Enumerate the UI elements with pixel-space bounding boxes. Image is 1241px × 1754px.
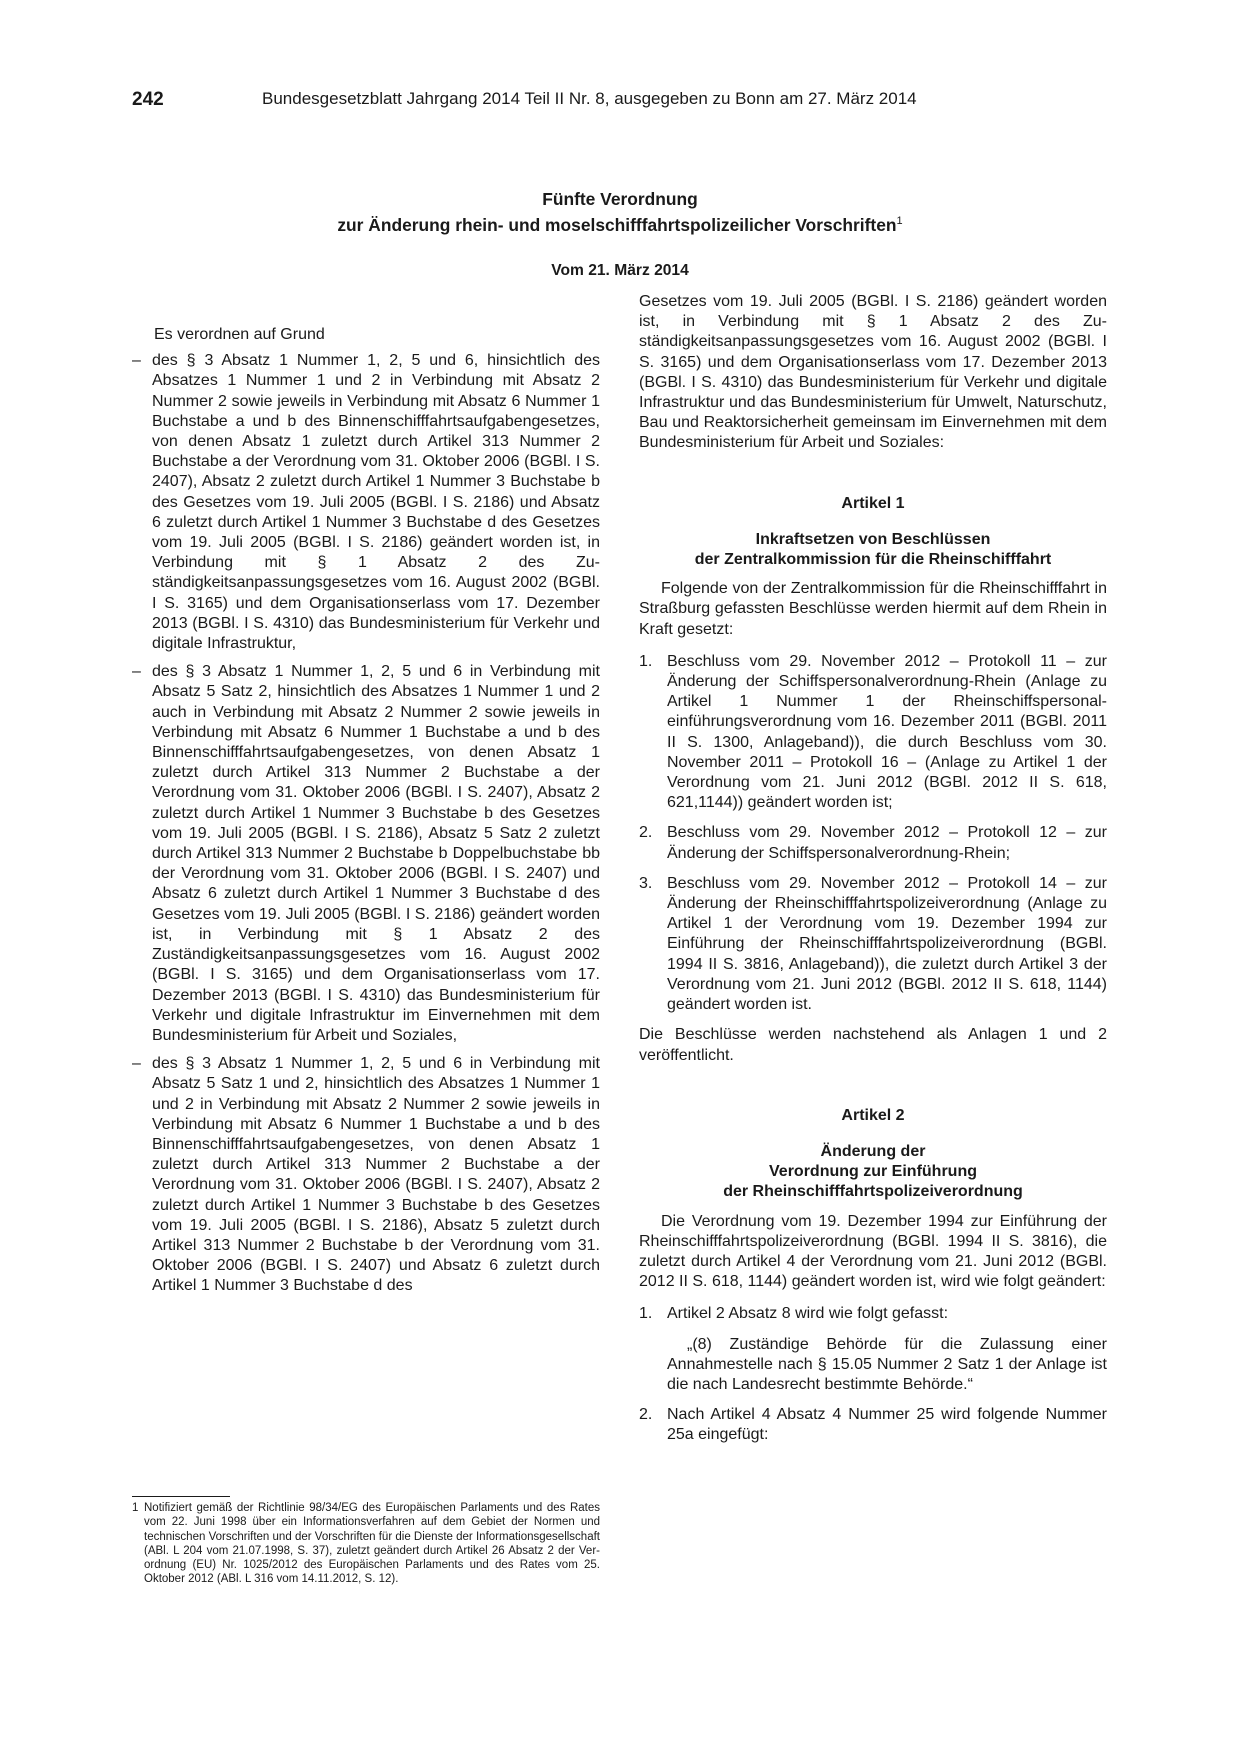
- right-column: [639, 292, 1107, 1456]
- artikel-1-subtitle-line-1: Inkraftsetzen von Beschlüssen: [755, 530, 991, 548]
- artikel-2-subtitle: [639, 1142, 1107, 1203]
- list-number: 1.: [639, 1305, 653, 1323]
- artikel-2-subtitle-line-1: Änderung der: [820, 1142, 926, 1160]
- artikel-1-list-item: [639, 823, 1107, 863]
- document-date: Vom 21. März 2014: [551, 262, 689, 279]
- artikel-2-subtitle-line-3: der Rheinschifffahrtspolizeiverordnung: [723, 1183, 1023, 1201]
- artikel-2-intro: Die Verordnung vom 19. Dezember 1994 zur Einführung der Rheinschifffahrtspolizeiverordnung (BGBl. 1994 II S. 3816), die zuletzt durch Artikel 4 der Verordnung vom 21. Juni 2012 (BGBl. 2012 II S. 618, 1144) geändert worden ist, wird wie folgt geändert:: [639, 1212, 1107, 1291]
- left-column: [132, 325, 600, 1305]
- artikel-1-list-item: [639, 652, 1107, 814]
- legal-basis-text: des § 3 Absatz 1 Nummer 1, 2, 5 und 6 in Verbindung mit Absatz 5 Satz 2, hinsichtlich des Absatzes 1 Nummer 1 und 2 auch in Verbindung mit Absatz 2 Nummer 2 sowie jeweils in Verbindung mit Absatz 6 Nummer 1 Buchstabe a und b des Binnenschifffahrtsaufgabengesetzes, von denen Absatz 1 zuletzt durch Artikel 313 Nummer 2 Buchstabe a der Verordnung vom 31. Oktober 2006 (BGBl. I S. 2407), Absatz 2 zuletzt durch Artikel 1 Nummer 3 Buchstabe b des Gesetzes vom 19. Juli 2005 (BGBl. I S. 2186), Absatz 5 Satz 2 zuletzt durch Artikel 313 Nummer 2 Buchstabe b Doppelbuchstabe bb der Verordnung vom 31. Oktober 2006 (BGBl. I S. 2407) und Absatz 6 zuletzt durch Artikel 1 Nummer 3 Buchstabe d des Gesetzes vom 19. Juli 2005 (BGBl. I S. 2186) geändert worden ist, in Verbindung mit § 1 Absatz 2 des Zuständigkeitsanpassungsgesetzes vom 16. August 2002 (BGBl. I S. 3165) und dem Organisationserlass vom 17. Dezember 2013 (BGBl. I S. 4310) das Bundesministerium für Verkehr und digitale Infrastruktur im Einvernehmen mit dem Bundesministerium für Arbeit und Soziales,: [152, 663, 600, 1044]
- artikel-1-heading: Artikel 1: [841, 494, 905, 512]
- artikel-1-intro: Folgende von der Zentralkommission für die Rheinschifffahrt in Straßburg gefassten Beschlüsse werden hiermit auf dem Rhein in Kraft gesetzt:: [639, 580, 1107, 638]
- list-number: 2.: [639, 824, 653, 842]
- page-number: 242: [132, 89, 164, 110]
- footnote-number: 1: [132, 1502, 139, 1514]
- artikel-2-heading: Artikel 2: [841, 1106, 905, 1124]
- legal-basis-text: des § 3 Absatz 1 Nummer 1, 2, 5 und 6 in Verbindung mit Absatz 5 Satz 1 und 2, hinsichtlich des Absatzes 1 Nummer 1 und 2 in Verbindung mit Absatz 2 Nummer 2 sowie jeweils in Verbindung mit Absatz 6 Nummer 1 Buchstabe a und b des Binnenschifffahrtsaufgabengesetzes, von denen Absatz 1 zuletzt durch Artikel 313 Nummer 2 Buchstabe a der Verordnung vom 31. Oktober 2006 (BGBl. I S. 2407), Absatz 2 zuletzt durch Artikel 1 Nummer 3 Buchstabe b des Gesetzes vom 19. Juli 2005 (BGBl. I S. 2186), Absatz 5 zuletzt durch Artikel 313 Nummer 2 Buchstabe b der Verordnung vom 31. Oktober 2006 (BGBl. I S. 2407) und Absatz 6 zuletzt durch Artikel 1 Nummer 3 Buchstabe d des: [152, 1055, 600, 1295]
- list-number: 2.: [639, 1406, 653, 1424]
- artikel-1-subtitle: [639, 530, 1107, 570]
- running-title: Bundesgesetzblatt Jahrgang 2014 Teil II Nr. 8, ausgegeben zu Bonn am 27. März 2014: [262, 89, 917, 108]
- footnote-divider: [132, 1496, 230, 1497]
- artikel-2-subtitle-line-2: Verordnung zur Einführung: [769, 1163, 977, 1181]
- artikel-1-subtitle-line-2: der Zentralkommission für die Rheinschifffahrt: [694, 551, 1052, 569]
- amendment-quote: „(8) Zuständige Behörde für die Zulassung einer Annahmestelle nach § 15.05 Nummer 2 Satz 1 der Anlage ist die nach Landesrecht bestimmte Behörde.“: [667, 1335, 1107, 1393]
- list-item-text: Beschluss vom 29. November 2012 – Protokoll 11 – zur Änderung der Schiffspersonalverordnung-Rhein (Anlage zu Artikel 1 Nummer 1 der Rheinschiffspersonaleinführungsverordnung vom 16. Dezember 2011 (BGBl. 2011 II S. 1300, Anlageband)), die durch Beschluss vom 30. November 2011 – Protokoll 16 – (Anlage zu Artikel 1 der Verordnung vom 21. Juni 2012 (BGBl. 2012 II S. 618, 621,1144)) geändert worden ist;: [667, 652, 1107, 812]
- dash-marker: –: [132, 1055, 141, 1073]
- document-title: [132, 188, 1108, 236]
- list-number: 3.: [639, 874, 653, 892]
- list-item-text: Beschluss vom 29. November 2012 – Protokoll 14 – zur Änderung der Rheinschifffahrtspolizeiverordnung (Anlage zu Artikel 1 der Verordnung vom 19. Dezember 1994 zur Einführung der Rheinschifffahrtspolizeiverordnung (BGBl. 1994 II S. 3816, Anlageband)), die zuletzt durch Artikel 3 der Verordnung vom 21. Juni 2012 (BGBl. 2012 II S. 618, 1144) geändert worden ist.: [667, 874, 1107, 1014]
- list-number: 1.: [639, 652, 653, 670]
- artikel-1-list-item: [639, 874, 1107, 1015]
- legal-basis-item: [132, 1054, 600, 1296]
- preamble-continuation: Gesetzes vom 19. Juli 2005 (BGBl. I S. 2186) geändert worden ist, in Verbindung mit § 1 Absatz 2 des Zuständigkeitsanpassungsgesetzes vom 16. August 2002 (BGBl. I S. 3165) und dem Organisationserlass vom 17. Dezember 2013 (BGBl. I S. 4310) das Bundesministerium für Verkehr und digitale Infrastruktur und das Bundesministerium für Umwelt, Naturschutz, Bau und Reaktorsicherheit gemeinsam im Einvernehmen mit dem Bundesministerium für Arbeit und Soziales:: [639, 293, 1107, 452]
- title-line-1: Fünfte Verordnung: [542, 189, 698, 209]
- preamble-intro: Es verordnen auf Grund: [154, 326, 325, 343]
- title-line-2: [132, 210, 1108, 236]
- list-item-text: Nach Artikel 4 Absatz 4 Nummer 25 wird folgende Nummer 25a eingefügt:: [667, 1406, 1107, 1444]
- artikel-2-list-item: [639, 1405, 1107, 1445]
- footnote-reference[interactable]: 1: [896, 215, 903, 227]
- dash-marker: –: [132, 352, 141, 370]
- legal-basis-item: [132, 662, 600, 1046]
- footnote: [132, 1496, 600, 1587]
- footnote-body: [132, 1501, 600, 1587]
- legal-basis-item: [132, 351, 600, 654]
- artikel-1-closing: Die Beschlüsse werden nachstehend als Anlagen 1 und 2 veröffentlicht.: [639, 1026, 1107, 1064]
- page-header: [132, 89, 1108, 113]
- title-line-2-text: zur Änderung rhein- und moselschifffahrtspolizeilicher Vorschriften: [337, 214, 897, 235]
- list-item-text: Artikel 2 Absatz 8 wird wie folgt gefasst:: [667, 1305, 949, 1323]
- footnote-text: Notifiziert gemäß der Richtlinie 98/34/EG des Europäischen Parlaments und des Rates vom 22. Juni 1998 über ein Informationsverfahren auf dem Gebiet der Normen und technischen Vorschriften und der Vorschriften für die Dienste der Informationsgesellschaft (ABl. L 204 vom 21.07.1998, S. 37), zuletzt geändert durch Artikel 26 Absatz 2 der Verordnung (EU) Nr. 1025/2012 des Europäischen Parlaments und des Rates vom 25. Oktober 2012 (ABl. L 316 vom 14.11.2012, S. 12).: [144, 1502, 600, 1586]
- dash-marker: –: [132, 663, 141, 681]
- list-item-text: Beschluss vom 29. November 2012 – Protokoll 12 – zur Änderung der Schiffspersonalverordnung-Rhein;: [667, 824, 1107, 862]
- artikel-2-list-item: [639, 1304, 1107, 1324]
- legal-basis-text: des § 3 Absatz 1 Nummer 1, 2, 5 und 6, hinsichtlich des Absatzes 1 Nummer 1 und 2 in Verbindung mit Absatz 2 Nummer 2 sowie jeweils in Verbindung mit Absatz 6 Nummer 1 Buchstabe a und b des Binnenschifffahrtsaufgabengesetzes, von denen Absatz 1 zuletzt durch Artikel 313 Nummer 2 Buchstabe a der Verordnung vom 31. Oktober 2006 (BGBl. I S. 2407), Absatz 2 zuletzt durch Artikel 1 Nummer 3 Buchstabe b des Gesetzes vom 19. Juli 2005 (BGBl. I S. 2186) und Absatz 6 zuletzt durch Artikel 1 Nummer 3 Buchstabe d des Gesetzes vom 19. Juli 2005 (BGBl. I S. 2186) geändert worden ist, in Verbindung mit § 1 Absatz 2 des Zuständigkeitsanpassungsgesetzes vom 16. August 2002 (BGBl. I S. 3165) und dem Organisationserlass vom 17. Dezember 2013 (BGBl. I S. 4310) das Bundesministerium für Verkehr und digitale Infrastruktur,: [152, 352, 600, 653]
